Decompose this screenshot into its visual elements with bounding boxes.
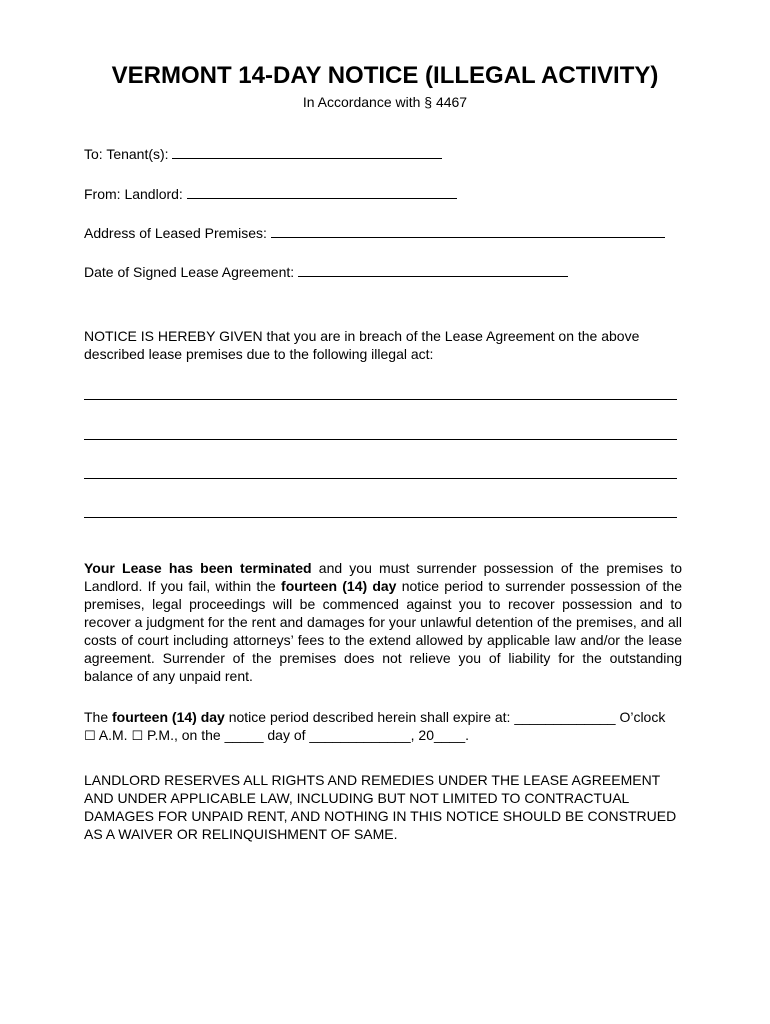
termination-paragraph: [84, 559, 682, 685]
pm-checkbox[interactable]: ☐: [131, 729, 144, 744]
document-title: VERMONT 14-DAY NOTICE (ILLEGAL ACTIVITY): [111, 62, 659, 89]
illegal-act-line-2[interactable]: [84, 439, 677, 440]
illegal-act-line-1[interactable]: [84, 399, 677, 400]
address-label: Address of Leased Premises:: [84, 225, 267, 241]
landlord-label: From: Landlord:: [84, 186, 183, 202]
tenant-field: [84, 144, 442, 162]
tenant-label: To: Tenant(s):: [84, 146, 169, 162]
expiry-text: notice period described herein shall expire at: _____________ O’clock: [224, 709, 666, 725]
reservation-paragraph: LANDLORD RESERVES ALL RIGHTS AND REMEDIES UNDER THE LEASE AGREEMENT AND UNDER APPLICABLE LAW, INCLUDING BUT NOT LIMITED TO CONTRACTUAL DAMAGES FOR UNPAID RENT, AND NOTHING IN THIS NOTICE SHOULD BE CONSTRUED AS A WAIVER OR RELINQUISHMENT OF SAME.: [84, 772, 677, 842]
address-field: [84, 223, 665, 241]
landlord-blank[interactable]: [187, 184, 457, 199]
address-blank[interactable]: [271, 223, 665, 238]
am-label: A.M.: [95, 727, 132, 743]
expiry-paragraph: [84, 708, 690, 746]
illegal-act-line-3[interactable]: [84, 478, 677, 479]
termination-lead: Your Lease has been terminated: [84, 560, 312, 576]
tenant-blank[interactable]: [172, 144, 442, 159]
notice-paragraph: NOTICE IS HEREBY GIVEN that you are in breach of the Lease Agreement on the above described lease premises due to the following illegal act:: [84, 328, 640, 362]
am-checkbox[interactable]: ☐: [84, 729, 96, 744]
termination-text-2: notice period to surrender possession of the premises, legal proceedings will be commenced against you to recover possession and to recover a judgment for the rent and damages for your unlawful detention of the premises, and all costs of court including attorneys’ fees to the extend allowed by applicable law and/or the lease agreement. Surrender of the premises does not relieve you of liability for the outstanding balance of any unpaid rent.: [84, 578, 682, 684]
termination-text-1: and you must surrender possession of the premises to Landlord. If you fail, within the: [84, 560, 682, 594]
illegal-act-line-4[interactable]: [84, 517, 677, 518]
expiry-period: fourteen (14) day: [112, 709, 225, 725]
expiry-lead: The: [84, 709, 113, 725]
termination-period: fourteen (14) day: [281, 578, 397, 594]
document-subtitle: In Accordance with § 4467: [302, 94, 468, 110]
lease-date-field: [84, 262, 568, 280]
lease-date-blank[interactable]: [298, 262, 568, 277]
lease-date-label: Date of Signed Lease Agreement:: [84, 264, 295, 280]
pm-label: P.M., on the _____ day of _____________, 20____.: [143, 727, 470, 743]
landlord-field: [84, 184, 457, 202]
